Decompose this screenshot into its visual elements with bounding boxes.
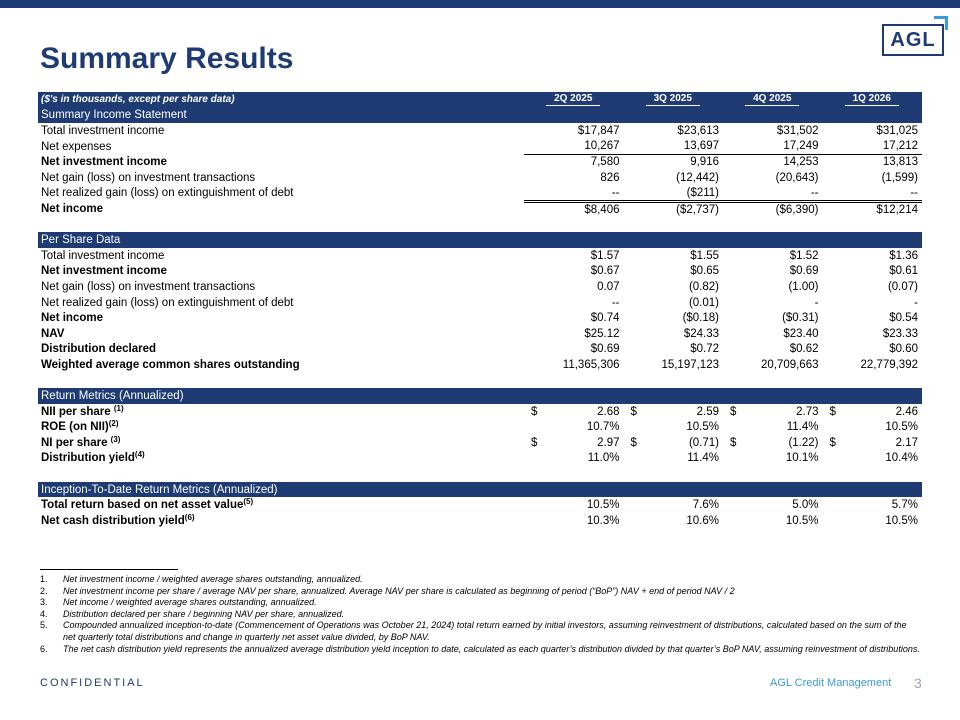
value-cell (524, 170, 624, 186)
section-header-row (38, 388, 922, 404)
footnote-number: 3. (40, 597, 48, 608)
value-cell (524, 201, 624, 217)
row-label: NAV (41, 327, 65, 340)
value-cell (624, 419, 724, 435)
value: $0.65 (690, 265, 719, 278)
value: (0.82) (688, 280, 719, 293)
value: 17,249 (783, 140, 819, 153)
value-cell (624, 326, 724, 342)
value-cell (524, 264, 624, 280)
row-label: NII per share (41, 405, 114, 418)
value-cell (624, 170, 724, 186)
value-cell (624, 295, 724, 311)
value: 10.1% (785, 452, 819, 465)
value-cell (823, 497, 923, 513)
value-cell (624, 186, 724, 202)
value-cell (624, 264, 724, 280)
section-title: Inception-To-Date Return Metrics (Annualized) (38, 482, 922, 498)
value-cell (723, 404, 823, 420)
value: ($0.18) (682, 312, 719, 325)
value-cell (524, 357, 624, 373)
value: ($6,390) (775, 203, 819, 216)
row-label-cell (38, 201, 524, 217)
value: 10.5% (586, 499, 620, 512)
row-label: NI per share (41, 436, 111, 449)
footnote-ref: (6) (184, 512, 195, 522)
row-label-cell (38, 295, 524, 311)
value: 13,813 (882, 156, 918, 169)
value: (0.07) (887, 280, 918, 293)
value-cell (624, 310, 724, 326)
row-label-cell (38, 248, 524, 264)
value-cell (723, 435, 823, 451)
row-label-cell (38, 404, 524, 420)
dollar-sign: $ (630, 405, 637, 418)
value: 10.5% (885, 421, 918, 434)
value: - (814, 296, 819, 309)
value: $17,847 (577, 124, 620, 137)
footnote-item (40, 609, 920, 621)
row-label: Net income (41, 202, 103, 215)
section-title: Per Share Data (38, 232, 922, 248)
value: 7,580 (590, 156, 620, 169)
value-cell (823, 186, 923, 202)
spacer-cell (38, 373, 922, 389)
footnote-ref: (4) (134, 450, 145, 460)
value-cell (624, 357, 724, 373)
value-cell (624, 435, 724, 451)
value-cell (524, 419, 624, 435)
value: $23.33 (882, 327, 918, 340)
value: 10,267 (584, 140, 620, 153)
value: $31,025 (876, 124, 918, 137)
row-label-cell (38, 497, 524, 513)
dollar-sign: $ (730, 405, 737, 418)
section-spacer (38, 466, 922, 482)
value-cell (723, 419, 823, 435)
spacer-cell (38, 466, 922, 482)
value-cell (524, 123, 624, 139)
value: 2.59 (696, 405, 719, 418)
footnote-text: Net income / weighted average shares outstanding, annualized. (63, 597, 317, 608)
confidential-label: CONFIDENTIAL (40, 677, 145, 689)
table-header-row (38, 92, 922, 108)
row-label: Net realized gain (loss) on extinguishment of debt (41, 187, 294, 200)
value-cell (723, 154, 823, 170)
table-row (38, 419, 922, 435)
value: (1.22) (788, 436, 819, 449)
table-row (38, 123, 922, 139)
value: -- (910, 186, 918, 199)
value: (12,442) (676, 171, 719, 184)
value: $0.62 (789, 343, 819, 356)
row-label-cell (38, 170, 524, 186)
value-cell (624, 404, 724, 420)
value-cell (823, 326, 923, 342)
table-row (38, 435, 922, 451)
row-label: ROE (on NII) (41, 421, 109, 434)
value-cell (823, 404, 923, 420)
table-row (38, 404, 922, 420)
row-label-cell (38, 357, 524, 373)
value-cell (524, 435, 624, 451)
value-cell (823, 310, 923, 326)
value-cell (723, 186, 823, 202)
value: -- (611, 186, 620, 199)
table-row (38, 357, 922, 373)
value-cell (624, 123, 724, 139)
value: 2.17 (895, 436, 918, 449)
row-label: Total investment income (41, 249, 165, 262)
table-row (38, 248, 922, 264)
row-label-cell (38, 139, 524, 155)
row-label: Net income (41, 312, 103, 325)
value: 5.0% (792, 499, 819, 512)
value-cell (723, 357, 823, 373)
value: 10.5% (885, 514, 918, 527)
value: 5.7% (891, 499, 918, 512)
value-cell (723, 264, 823, 280)
value: -- (611, 296, 620, 309)
table-row (38, 154, 922, 170)
summary-results-table (38, 92, 922, 529)
value: ($211) (686, 186, 719, 199)
value: $0.69 (789, 265, 819, 278)
value-cell (823, 342, 923, 358)
value-cell (723, 248, 823, 264)
footnote-number: 1. (40, 574, 48, 584)
value-cell (524, 154, 624, 170)
footnote-item (40, 574, 920, 586)
value-cell (624, 342, 724, 358)
section-spacer (38, 373, 922, 389)
row-label: Net gain (loss) on investment transactions (41, 280, 256, 293)
footnote-text: Compounded annualized inception-to-date (Commencement of Operations was October 21, 2024) total return earned by initial investors, assuming reinvestment of distributions, calculated based on the sum of the net quarterly total distributions and change in quarterly net asset value divided, by BoP NAV. (63, 620, 907, 642)
value: (1,599) (881, 171, 918, 184)
table-row (38, 264, 922, 280)
row-label-cell (38, 419, 524, 435)
dollar-sign: $ (730, 436, 737, 449)
value-cell (823, 170, 923, 186)
footnote-number: 6. (40, 643, 48, 654)
section-spacer (38, 217, 922, 233)
row-label-cell (38, 310, 524, 326)
value: $0.61 (889, 265, 918, 278)
page-number: 3 (914, 675, 922, 691)
row-label: Total investment income (41, 124, 165, 137)
row-label: Net expenses (41, 140, 112, 153)
value: 10.7% (586, 421, 620, 434)
row-label: Distribution declared (41, 343, 157, 356)
row-label-cell (38, 451, 524, 467)
value: -- (810, 186, 819, 199)
section-header-row (38, 232, 922, 248)
footnote-item (40, 597, 920, 609)
value-cell (723, 201, 823, 217)
row-label: Net cash distribution yield (41, 514, 185, 527)
value: 826 (600, 171, 620, 184)
footnote-ref: (3) (110, 434, 121, 444)
value-cell (624, 279, 724, 295)
top-accent-bar (0, 0, 960, 8)
dollar-sign: $ (630, 436, 637, 449)
value: $23,613 (677, 124, 719, 137)
value: 10.6% (686, 514, 719, 527)
row-label-cell (38, 123, 524, 139)
footnote-text: Net investment income / weighted average shares outstanding, annualized. (63, 574, 363, 584)
value: (0.01) (688, 296, 719, 309)
row-label-cell (38, 186, 524, 202)
section-title: Return Metrics (Annualized) (38, 388, 922, 404)
value-cell (723, 170, 823, 186)
footnote-text: Net investment income per share / average NAV per share, annualized. Average NAV per share is calculated as beginning of period (“BoP”) NAV + end of period NAV / 2 (63, 585, 735, 596)
value-cell (524, 497, 624, 513)
row-label: Weighted average common shares outstanding (41, 358, 300, 371)
value-cell (723, 139, 823, 155)
footnote-ref: (5) (243, 497, 254, 507)
value: $25.12 (584, 327, 620, 340)
value: 15,197,123 (661, 358, 719, 371)
footnote-number: 5. (40, 620, 48, 631)
value-cell (823, 248, 923, 264)
quarter-header (524, 92, 624, 108)
value: 20,709,663 (760, 358, 819, 371)
value-cell (524, 404, 624, 420)
footnote-item (40, 620, 920, 643)
value: $1.52 (789, 249, 819, 262)
value: 2.68 (597, 405, 620, 418)
row-label: Distribution yield (41, 452, 135, 465)
footnote-text: The net cash distribution yield represents the annualized average distribution yield inception to date, calculated as each quarter’s distribution divided by that quarter’s BoP NAV, assuming reinvestment of distributions. (63, 643, 920, 654)
value: - (914, 296, 918, 309)
value-cell (624, 451, 724, 467)
value-cell (823, 295, 923, 311)
value: 2.73 (796, 405, 819, 418)
footnotes (40, 574, 920, 655)
value-cell (524, 342, 624, 358)
footnote-number: 4. (40, 608, 48, 619)
value: $1.57 (590, 249, 620, 262)
value: 14,253 (783, 156, 819, 169)
footnote-ref: (1) (113, 403, 124, 413)
row-label: Net realized gain (loss) on extinguishment of debt (41, 296, 294, 309)
value: $0.54 (889, 312, 918, 325)
value: 17,212 (882, 140, 918, 153)
agl-logo: AGL (882, 24, 944, 56)
value-cell (723, 310, 823, 326)
quarter-header (723, 92, 823, 108)
quarter-header (823, 92, 923, 108)
footnote-divider (40, 569, 178, 570)
table-row (38, 139, 922, 155)
value: (0.71) (688, 436, 719, 449)
table-row (38, 201, 922, 217)
value-cell (624, 154, 724, 170)
value: 10.4% (885, 452, 918, 465)
value-cell (524, 248, 624, 264)
quarter-header-label: 4Q 2025 (745, 93, 799, 106)
value-cell (823, 419, 923, 435)
value-cell (823, 123, 923, 139)
value: $0.72 (690, 343, 719, 356)
row-label: Net gain (loss) on investment transactions (41, 171, 256, 184)
value-cell (723, 123, 823, 139)
value-cell (524, 279, 624, 295)
value-cell (624, 139, 724, 155)
quarter-header-label: 2Q 2025 (546, 93, 600, 106)
value: 2.97 (597, 436, 620, 449)
value: 10.5% (686, 421, 719, 434)
value: (1.00) (788, 280, 819, 293)
value: $0.74 (590, 312, 620, 325)
value: 11.4% (786, 421, 819, 434)
value-cell (823, 154, 923, 170)
section-title: Summary Income Statement (38, 108, 922, 124)
table-row (38, 310, 922, 326)
footnote-item (40, 644, 920, 656)
value-cell (624, 497, 724, 513)
section-header-row (38, 482, 922, 498)
value: ($0.31) (782, 312, 819, 325)
company-name: AGL Credit Management (770, 677, 892, 689)
value: $0.69 (590, 343, 620, 356)
value: (20,643) (775, 171, 819, 184)
quarter-header (624, 92, 724, 108)
value-cell (524, 310, 624, 326)
value: $12,214 (876, 203, 918, 216)
value-cell (723, 497, 823, 513)
value-cell (723, 279, 823, 295)
value-cell (624, 201, 724, 217)
value-cell (524, 451, 624, 467)
value-cell (524, 186, 624, 202)
row-label: Net investment income (41, 156, 167, 169)
footnote-number: 2. (40, 585, 48, 596)
table-row (38, 497, 922, 513)
value-cell (823, 279, 923, 295)
table-row (38, 170, 922, 186)
value: 11,365,306 (562, 358, 620, 371)
footnote-item (40, 586, 920, 598)
value-cell (723, 513, 823, 529)
footnote-text: Distribution declared per share / beginning NAV per share, annualized. (63, 608, 345, 619)
value: $0.60 (889, 343, 918, 356)
table-row (38, 513, 922, 529)
row-label-cell (38, 326, 524, 342)
value: $1.36 (889, 249, 918, 262)
value-cell (524, 513, 624, 529)
dollar-sign: $ (531, 436, 538, 449)
units-note: ($'s in thousands, except per share data) (38, 92, 524, 108)
quarter-header-label: 1Q 2026 (845, 93, 899, 106)
quarter-header-label: 3Q 2025 (646, 93, 700, 106)
value: 2.46 (895, 405, 918, 418)
row-label-cell (38, 264, 524, 280)
page-title: Summary Results (40, 42, 294, 75)
table-row (38, 295, 922, 311)
value: $24.33 (683, 327, 719, 340)
value-cell (723, 451, 823, 467)
dollar-sign: $ (829, 405, 836, 418)
value-cell (823, 513, 923, 529)
row-label-cell (38, 342, 524, 358)
value: 0.07 (597, 280, 620, 293)
footnote-ref: (2) (108, 419, 119, 429)
value: 10.3% (586, 514, 620, 527)
dollar-sign: $ (829, 436, 836, 449)
value: 11.0% (587, 452, 620, 465)
value-cell (624, 513, 724, 529)
value: $8,406 (584, 203, 620, 216)
value: 9,916 (690, 156, 719, 169)
table-row (38, 326, 922, 342)
section-header-row (38, 108, 922, 124)
value-cell (524, 326, 624, 342)
table-row (38, 186, 922, 202)
value-cell (823, 264, 923, 280)
value: $31,502 (776, 124, 819, 137)
value-cell (823, 451, 923, 467)
value: 10.5% (785, 514, 819, 527)
row-label-cell (38, 435, 524, 451)
row-label: Total return based on net asset value (41, 499, 244, 512)
dollar-sign: $ (531, 405, 538, 418)
value-cell (624, 248, 724, 264)
value: ($2,737) (676, 203, 719, 216)
value-cell (723, 326, 823, 342)
value-cell (823, 201, 923, 217)
row-label: Net investment income (41, 265, 167, 278)
table-row (38, 279, 922, 295)
value: $0.67 (590, 265, 620, 278)
value-cell (524, 295, 624, 311)
value-cell (823, 357, 923, 373)
value: 7.6% (692, 499, 719, 512)
table-row (38, 342, 922, 358)
value: 22,779,392 (860, 358, 918, 371)
spacer-cell (38, 217, 922, 233)
value: 13,697 (683, 140, 719, 153)
value-cell (723, 295, 823, 311)
value-cell (524, 139, 624, 155)
value: $23.40 (783, 327, 819, 340)
value: $1.55 (690, 249, 719, 262)
value-cell (823, 435, 923, 451)
table-row (38, 451, 922, 467)
row-label-cell (38, 154, 524, 170)
row-label-cell (38, 513, 524, 529)
row-label-cell (38, 279, 524, 295)
value-cell (723, 342, 823, 358)
value: 11.4% (687, 452, 719, 465)
value-cell (823, 139, 923, 155)
